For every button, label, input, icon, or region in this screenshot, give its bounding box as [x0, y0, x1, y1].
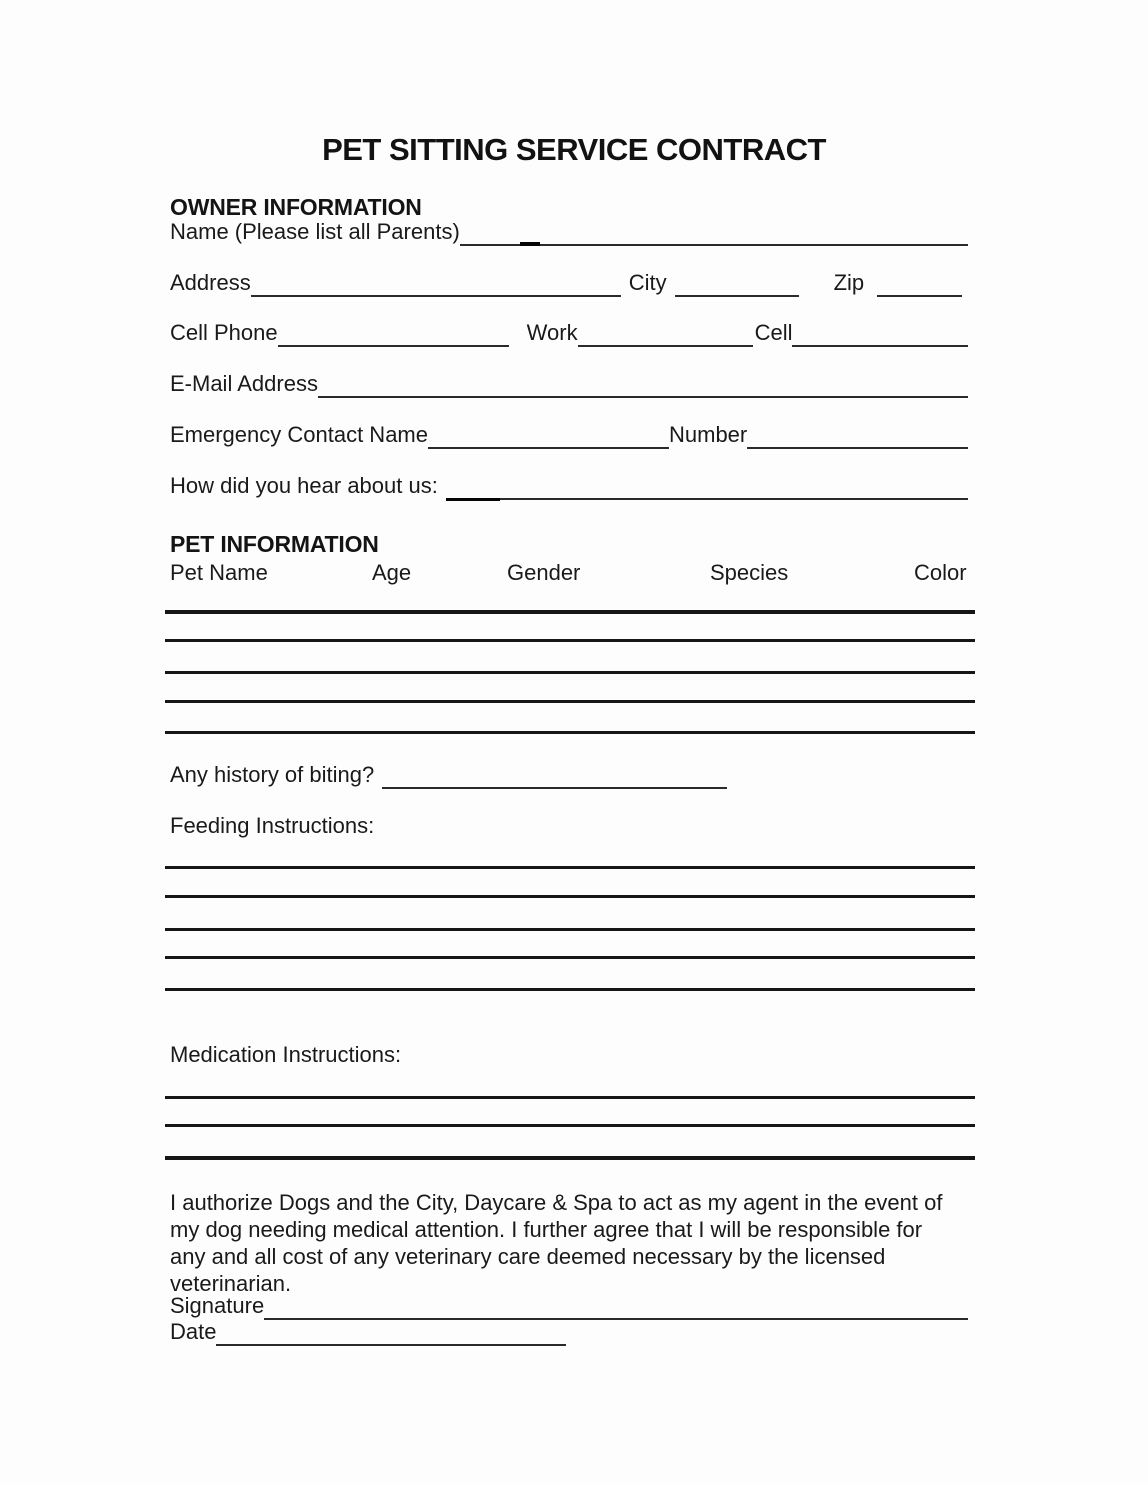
zip-input-line[interactable]: [877, 269, 962, 297]
work-label: Work: [526, 320, 578, 345]
name-label: Name (Please list all Parents): [170, 219, 460, 244]
city-input-line[interactable]: [675, 269, 799, 297]
cell-label: Cell: [754, 320, 793, 345]
medication-line-2[interactable]: [165, 1124, 975, 1127]
feeding-line-5[interactable]: [165, 988, 975, 991]
referral-label: How did you hear about us:: [170, 473, 438, 498]
pet-information-heading: PET INFORMATION: [170, 531, 379, 557]
name-row: [170, 218, 968, 246]
referral-row: [170, 472, 968, 500]
name-input-line[interactable]: [460, 218, 968, 246]
signature-label: Signature: [170, 1293, 265, 1318]
biting-row: [170, 761, 968, 789]
emergency-number-input-line[interactable]: [747, 421, 968, 449]
authorization-line: any and all cost of any veterinary care deemed necessary by the licensed: [170, 1244, 886, 1269]
authorization-line: veterinarian.: [170, 1271, 292, 1296]
pet-row-line-1[interactable]: [165, 610, 975, 614]
pet-table-header: [0, 559, 1148, 587]
pet-row-line-4[interactable]: [165, 700, 975, 703]
email-row: [170, 370, 968, 398]
emergency-name-input-line[interactable]: [428, 421, 669, 449]
medication-label: Medication Instructions:: [170, 1042, 402, 1067]
owner-information-heading: OWNER INFORMATION: [170, 194, 422, 220]
date-label: Date: [170, 1319, 217, 1344]
authorization-line: I authorize Dogs and the City, Daycare & Spa to act as my agent in the event of: [170, 1190, 943, 1215]
feeding-label-row: [170, 812, 968, 840]
col-pet-name: Pet Name: [170, 560, 268, 585]
medication-line-1[interactable]: [165, 1096, 975, 1099]
pet-row-line-5[interactable]: [165, 731, 975, 734]
feeding-line-2[interactable]: [165, 895, 975, 898]
email-input-line[interactable]: [318, 370, 968, 398]
signature-input-line[interactable]: [264, 1292, 968, 1320]
medication-line-3[interactable]: [165, 1156, 975, 1160]
cell-input-line[interactable]: [792, 319, 968, 347]
feeding-label: Feeding Instructions:: [170, 813, 375, 838]
referral-input-line[interactable]: [446, 472, 968, 500]
address-input-line[interactable]: [251, 269, 621, 297]
work-input-line[interactable]: [578, 319, 753, 347]
col-color: Color: [914, 560, 967, 585]
pet-row-line-2[interactable]: [165, 639, 975, 642]
document-title: PET SITTING SERVICE CONTRACT: [322, 132, 826, 167]
biting-input-line[interactable]: [382, 761, 727, 789]
cell-phone-input-line[interactable]: [278, 319, 509, 347]
date-row: [170, 1318, 968, 1346]
medication-label-row: [170, 1041, 968, 1069]
pet-row-line-3[interactable]: [165, 671, 975, 674]
col-species: Species: [710, 560, 789, 585]
signature-row: [170, 1292, 968, 1320]
city-label: City: [628, 270, 667, 295]
emergency-row: [170, 421, 968, 449]
feeding-line-3[interactable]: [165, 928, 975, 931]
zip-label: Zip: [833, 270, 865, 295]
feeding-line-1[interactable]: [165, 866, 975, 869]
col-gender: Gender: [507, 560, 581, 585]
cell-phone-label: Cell Phone: [170, 320, 278, 345]
emergency-contact-label: Emergency Contact Name: [170, 422, 428, 447]
col-age: Age: [372, 560, 412, 585]
authorization-line: my dog needing medical attention. I further agree that I will be responsible for: [170, 1217, 923, 1242]
number-label: Number: [669, 422, 748, 447]
email-label: E-Mail Address: [170, 371, 318, 396]
authorization-paragraph: [170, 1189, 985, 1297]
address-label: Address: [170, 270, 251, 295]
date-input-line[interactable]: [216, 1318, 566, 1346]
phone-row: [170, 319, 968, 347]
scan-mark: [520, 242, 540, 246]
scan-mark: [446, 498, 500, 501]
address-row: [170, 269, 968, 297]
feeding-line-4[interactable]: [165, 956, 975, 959]
biting-label: Any history of biting?: [170, 762, 375, 787]
